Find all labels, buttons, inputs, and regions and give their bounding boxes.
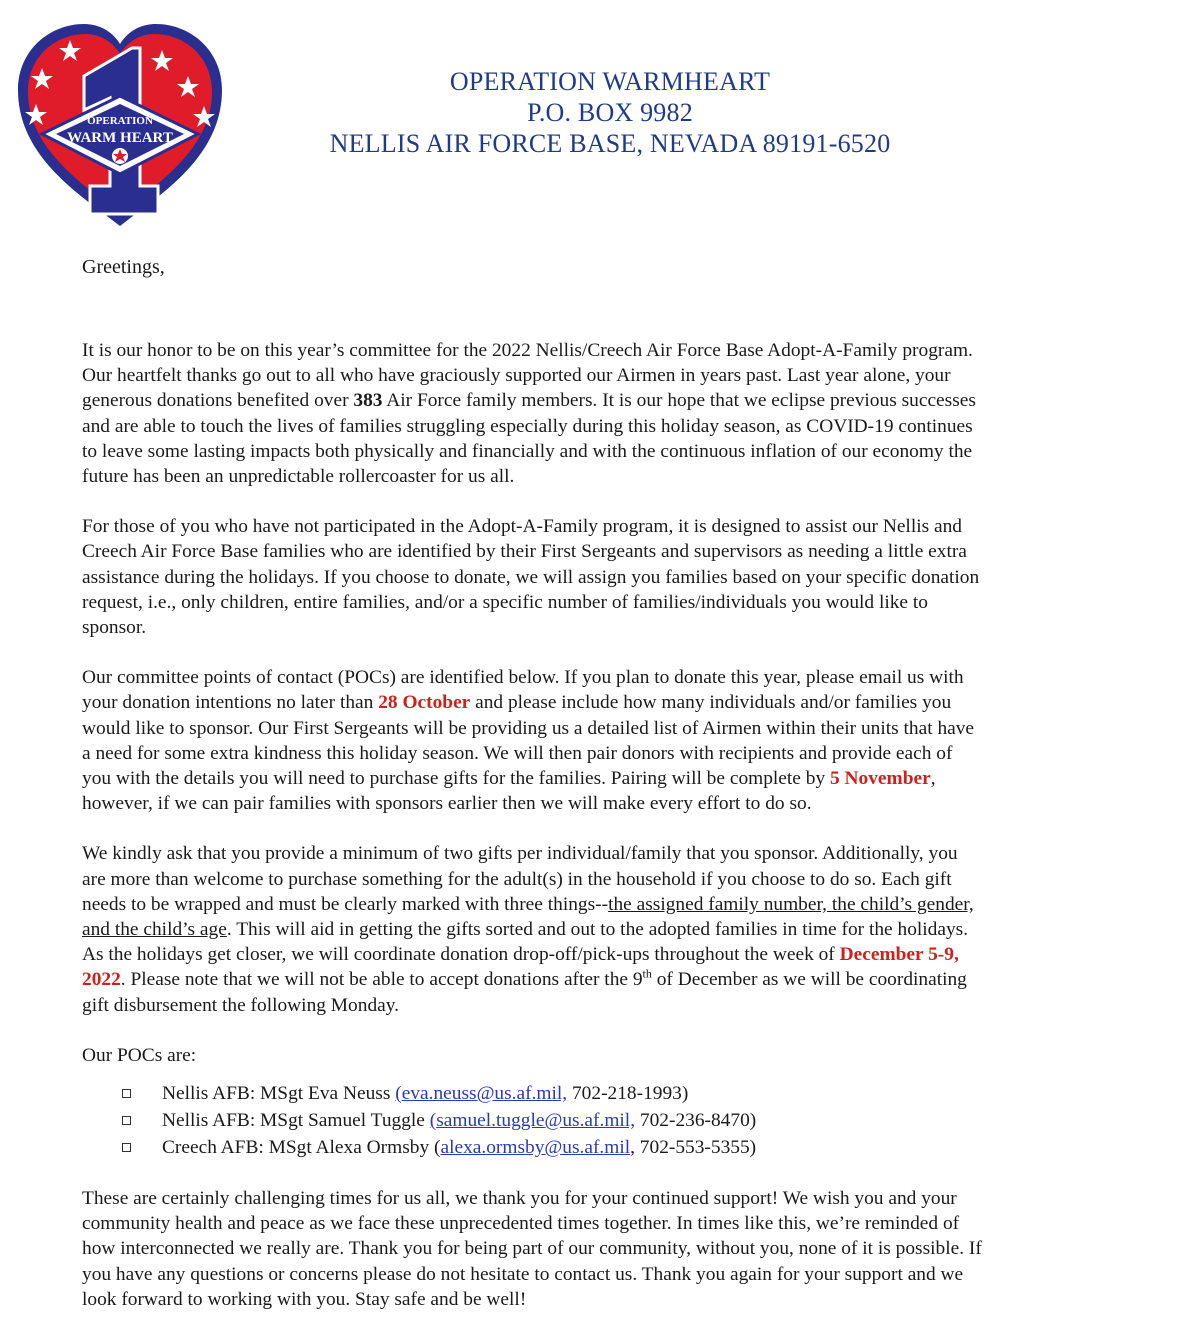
- poc-item: [82, 1134, 1122, 1161]
- address: NELLIS AIR FORCE BASE, NEVADA 89191-6520: [329, 129, 891, 158]
- poc-paren: (: [434, 1137, 441, 1159]
- text-line: however, if we can pair families with sponsors earlier then we will make every effort to do so.: [82, 793, 812, 815]
- paragraph-intro: [82, 338, 1122, 489]
- text-span: Air Force family members. It is our hope that we eclipse previous successes: [382, 390, 976, 412]
- text-span: ,: [930, 768, 936, 790]
- text-line: would like to sponsor. Our First Sergeants will be providing us a detailed list of Airmen within their units that have: [82, 717, 975, 739]
- text-line: We kindly ask that you provide a minimum of two gifts per individual/family that you sponsor. Additionally, you: [82, 843, 958, 865]
- text-line: request, i.e., only children, entire families, and/or a specific number of families/individuals you would like to: [82, 591, 928, 613]
- poc-name: Nellis AFB: MSgt Samuel Tuggle: [162, 1110, 430, 1132]
- gift-marking-requirements: the assigned family number, the child’s gender,: [608, 893, 974, 915]
- text-line: to leave some lasting impacts both physically and financially and with the continuous inflation of our economy the: [82, 440, 973, 462]
- link-paren: (: [395, 1083, 402, 1105]
- text-line: assistance during the holidays. If you choose to donate, we will assign you families based on your specific donation: [82, 566, 980, 588]
- text-line: For those of you who have not participated in the Adopt-A-Family program, it is designed to assist our Nellis and: [82, 516, 962, 538]
- text-line: [82, 892, 1122, 917]
- poc-name: Creech AFB: MSgt Alexa Ormsby: [162, 1137, 434, 1159]
- email-link[interactable]: alexa.ormsby@us.af.mil: [440, 1137, 631, 1159]
- paragraph-contacts: [82, 665, 1122, 816]
- text-line: [82, 766, 1122, 791]
- text-line: are more than welcome to purchase something for the adult(s) in the household if you choose to do so. Each gift: [82, 868, 952, 890]
- text-line: future has been an unpredictable rollercoaster for us all.: [82, 466, 515, 488]
- org-name: OPERATION WARMHEART: [449, 67, 771, 96]
- text-span: needs to be wrapped and must be clearly marked with three things--: [82, 893, 609, 915]
- poc-item: [82, 1107, 1122, 1134]
- poc-phone: 702-236-8470): [635, 1110, 757, 1132]
- bullet-square-icon: [122, 1089, 131, 1098]
- poc-item: [82, 1080, 1122, 1107]
- text-line: [82, 388, 1122, 413]
- deadline-date: 28 October: [378, 692, 471, 714]
- poc-name: Nellis AFB: MSgt Eva Neuss: [162, 1083, 396, 1105]
- text-line: how interconnected we really are. Thank you for being part of our community, without you, none of it is possible. If: [82, 1238, 982, 1260]
- text-line: and are able to touch the lives of families struggling especially during this holiday season, as COVID-19 continues: [82, 415, 973, 437]
- text-line: Creech Air Force Base families who are identified by their First Sergeants and supervisors as needing a little extra: [82, 541, 967, 563]
- text-line: It is our honor to be on this year’s committee for the 2022 Nellis/Creech Air Force Base Adopt-A-Family program.: [82, 340, 973, 361]
- text-line: [82, 690, 1122, 715]
- text-line: gift disbursement the following Monday.: [82, 994, 400, 1016]
- text-line: [82, 967, 1122, 992]
- gift-marking-requirements: and the child’s age: [82, 919, 227, 941]
- family-count: 383: [353, 390, 383, 412]
- bullet-square-icon: [122, 1143, 131, 1152]
- link-paren: (: [429, 1110, 437, 1132]
- email-link[interactable]: eva.neuss@us.af.mil,: [401, 1083, 568, 1105]
- text-span: . Please note that we will not be able to accept donations after the 9: [120, 969, 643, 991]
- bullet-square-icon: [122, 1116, 131, 1125]
- paragraph-program: [82, 514, 1122, 640]
- letter-body: [82, 338, 1122, 1337]
- superscript: th: [642, 967, 652, 981]
- text-line: Our heartfelt thanks go out to all who have graciously supported our Airmen in years past. Last year alone, your: [82, 365, 951, 387]
- pocs-intro: Our POCs are:: [82, 1044, 197, 1066]
- text-line: you have any questions or concerns please do not hesitate to contact us. Thank you again for your support and we: [82, 1263, 964, 1285]
- text-span: As the holidays get closer, we will coordinate donation drop-off/pick-ups throughout the week of: [82, 944, 840, 966]
- logo-text-operation: OPERATION: [87, 115, 153, 127]
- poc-phone: 702-218-1993): [567, 1083, 689, 1105]
- text-span: of December as we will be coordinating: [651, 969, 967, 991]
- logo-text-warm-heart: WARM HEART: [67, 130, 173, 146]
- poc-list: [82, 1068, 1122, 1161]
- text-span: your donation intentions no later than: [82, 692, 379, 714]
- text-line: look forward to working with you. Stay safe and be well!: [82, 1288, 527, 1310]
- po-box: P.O. BOX 9982: [527, 98, 693, 127]
- paragraph-gifts: [82, 841, 1122, 1017]
- paragraph-closing: [82, 1186, 1122, 1312]
- greeting: Greetings,: [82, 256, 165, 278]
- text-span: generous donations benefited over: [82, 390, 354, 412]
- text-line: Our committee points of contact (POCs) are identified below. If you plan to donate this year, please email us with: [82, 667, 964, 689]
- operation-warm-heart-logo: [12, 18, 228, 230]
- heart-logo-graphic: [12, 18, 228, 230]
- text-line: a need for some extra kindness this holiday season. We will then pair donors with recipients and provide each of: [82, 742, 953, 764]
- letterhead: [300, 66, 920, 159]
- text-line: sponsor.: [82, 617, 147, 639]
- text-line: community health and peace as we face these unprecedented times together. In times like this, we’re reminded of: [82, 1213, 960, 1235]
- poc-phone: , 702-553-5355): [630, 1137, 757, 1159]
- email-link[interactable]: samuel.tuggle@us.af.mil,: [436, 1110, 636, 1132]
- text-span: . This will aid in getting the gifts sorted and out to the adopted families in time for the holidays.: [226, 919, 969, 941]
- text-line: [82, 942, 1122, 967]
- dropoff-dates: December 5-9,: [839, 944, 959, 966]
- text-line: [82, 917, 1122, 942]
- dropoff-year: 2022: [82, 969, 121, 991]
- text-span: and please include how many individuals and/or families you: [470, 692, 952, 714]
- text-line: These are certainly challenging times for us all, we thank you for your continued support! We wish you and your: [82, 1188, 957, 1210]
- pairing-date: 5 November: [830, 768, 931, 790]
- text-span: you with the details you will need to purchase gifts for the families. Pairing will be complete by: [82, 768, 830, 790]
